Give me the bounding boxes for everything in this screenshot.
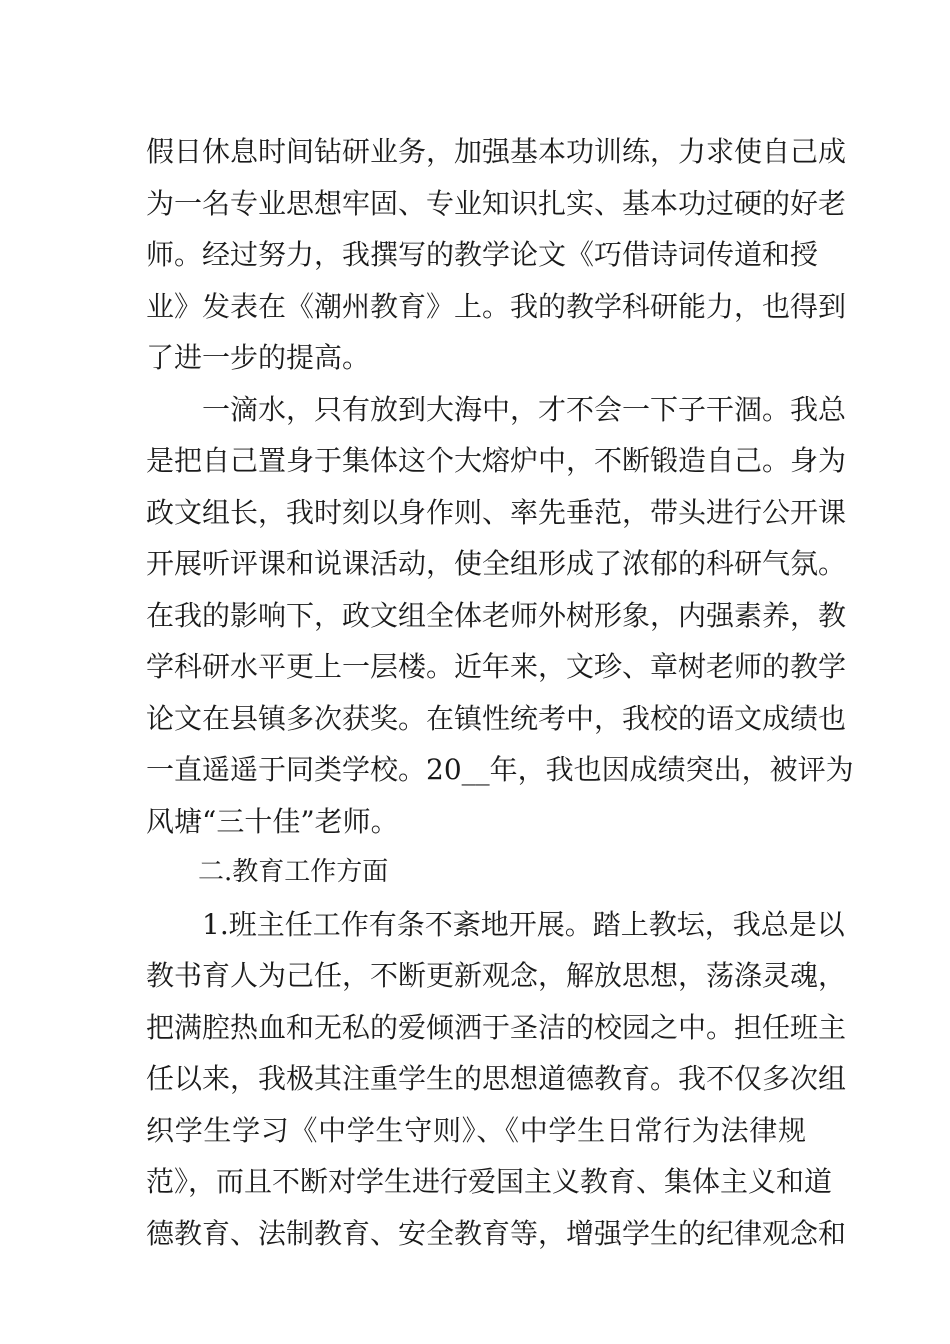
text-line: 假日休息时间钻研业务，加强基本功训练，力求使自己成 bbox=[146, 135, 847, 168]
text-line: 德教育、法制教育、安全教育等，增强学生的纪律观念和 bbox=[146, 1216, 847, 1250]
text-line: 一滴水，只有放到大海中，才不会一下子干涸。我总 bbox=[202, 392, 847, 426]
text-line: 一直遥遥于同类学校。20__年，我也因成绩突出，被评为 bbox=[146, 753, 854, 786]
paragraph-team-leadership bbox=[146, 384, 854, 848]
text-line: 了进一步的提高。 bbox=[146, 341, 371, 374]
text-line: 教书育人为己任，不断更新观念，解放思想，荡涤灵魂， bbox=[146, 959, 847, 992]
section-heading-text: 二.教育工作方面 bbox=[198, 857, 389, 887]
text-line: 任以来，我极其注重学生的思想道德教育。我不仅多次组 bbox=[146, 1062, 847, 1095]
text-line: 1.班主任工作有条不紊地开展。踏上教坛，我总是以 bbox=[202, 907, 845, 941]
document-body bbox=[146, 126, 854, 1259]
text-line: 开展听评课和说课活动，使全组形成了浓郁的科研气氛。 bbox=[146, 547, 847, 580]
paragraph-class-teacher-work bbox=[146, 899, 847, 1260]
text-line: 风塘“三十佳”老师。 bbox=[146, 804, 399, 838]
text-line: 织学生学习《中学生守则》、《中学生日常行为法律规 bbox=[146, 1113, 806, 1147]
text-line: 政文组长，我时刻以身作则、率先垂范，带头进行公开课 bbox=[146, 495, 847, 529]
section-heading bbox=[146, 847, 806, 899]
text-line: 论文在县镇多次获奖。在镇性统考中，我校的语文成绩也 bbox=[146, 701, 847, 735]
paragraph-continuation bbox=[146, 126, 847, 384]
text-line: 业》发表在《潮州教育》上。我的教学科研能力，也得到 bbox=[146, 289, 847, 323]
text-line: 学科研水平更上一层楼。近年来，文珍、章树老师的教学 bbox=[146, 650, 847, 683]
text-line: 是把自己置身于集体这个大熔炉中，不断锻造自己。身为 bbox=[146, 444, 847, 477]
text-line: 师。经过努力，我撰写的教学论文《巧借诗词传道和授 bbox=[146, 238, 819, 271]
text-line: 范》，而且不断对学生进行爱国主义教育、集体主义和道 bbox=[146, 1165, 833, 1198]
text-line: 为一名专业思想牢固、专业知识扎实、基本功过硬的好老 bbox=[146, 186, 847, 220]
text-line: 在我的影响下，政文组全体老师外树形象，内强素养，教 bbox=[146, 598, 847, 632]
text-line: 把满腔热血和无私的爱倾洒于圣洁的校园之中。担任班主 bbox=[146, 1010, 847, 1044]
